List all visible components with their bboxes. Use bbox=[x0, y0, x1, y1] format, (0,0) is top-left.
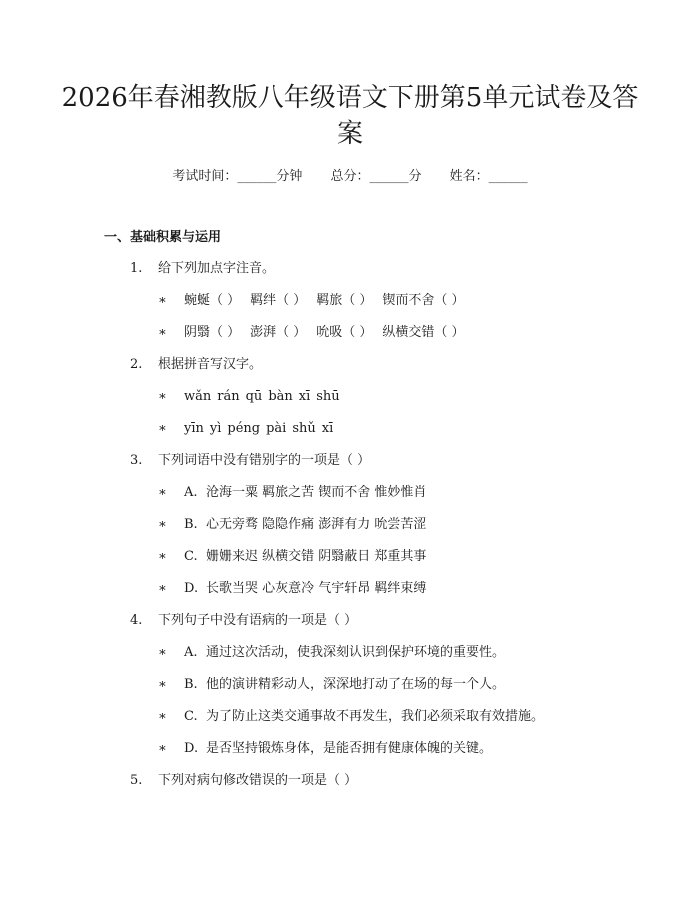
question-text: 下列词语中没有错别字的一项是（ ） bbox=[158, 453, 371, 468]
option-letter: C. bbox=[184, 709, 198, 724]
bullet-icon: ∗ bbox=[158, 645, 167, 660]
pinyin-syllable: bàn bbox=[268, 389, 293, 404]
list-item: 澎湃（ ） bbox=[250, 325, 307, 340]
pinyin-row-1 bbox=[158, 388, 346, 406]
exam-time-field: 考试时间：______分钟 bbox=[172, 169, 303, 184]
bullet-icon: ∗ bbox=[158, 293, 167, 308]
question-1-row-1 bbox=[158, 292, 475, 310]
option-d bbox=[158, 580, 426, 598]
question-3 bbox=[130, 452, 370, 470]
option-text: 他的演讲精彩动人，深深地打动了在场的每一个人。 bbox=[206, 677, 506, 692]
question-1-row-2 bbox=[158, 324, 475, 342]
total-score-field: 总分：______分 bbox=[330, 169, 422, 184]
option-letter: C. bbox=[184, 549, 198, 564]
exam-meta bbox=[0, 168, 700, 186]
pinyin-syllable: xī bbox=[298, 389, 311, 404]
bullet-icon: ∗ bbox=[158, 581, 167, 596]
question-text: 根据拼音写汉字。 bbox=[158, 357, 263, 372]
option-text: 为了防止这类交通事故不再发生，我们必须采取有效措施。 bbox=[206, 709, 545, 724]
option-text: 心无旁骛 隐隐作痛 澎湃有力 吮尝苦涩 bbox=[206, 517, 427, 532]
option-c bbox=[158, 548, 426, 566]
pinyin-syllable: shū bbox=[316, 389, 340, 404]
list-item: 羁旅（ ） bbox=[316, 293, 373, 308]
question-number: 1. bbox=[130, 261, 143, 276]
question-number: 4. bbox=[130, 613, 143, 628]
pinyin-syllable: pài bbox=[266, 421, 287, 436]
list-item: 阴翳（ ） bbox=[184, 325, 241, 340]
question-2 bbox=[130, 356, 262, 374]
option-a bbox=[158, 644, 505, 662]
question-text: 给下列加点字注音。 bbox=[158, 261, 276, 276]
section-title: 一、基础积累与运用 bbox=[104, 230, 222, 245]
option-text: 姗姗来迟 纵横交错 阴翳蔽日 郑重其事 bbox=[206, 549, 427, 564]
student-name-field: 姓名：______ bbox=[449, 169, 528, 184]
pinyin-syllable: yì bbox=[209, 421, 222, 436]
option-c bbox=[158, 708, 544, 726]
bullet-icon: ∗ bbox=[158, 677, 167, 692]
option-text: 是否坚持锻炼身体，是能否拥有健康体魄的关键。 bbox=[206, 741, 493, 756]
question-text: 下列句子中没有语病的一项是（ ） bbox=[158, 613, 358, 628]
bullet-icon: ∗ bbox=[158, 421, 167, 436]
question-number: 5. bbox=[130, 773, 143, 788]
option-letter: B. bbox=[184, 677, 198, 692]
bullet-icon: ∗ bbox=[158, 741, 167, 756]
option-b bbox=[158, 676, 505, 694]
question-number: 3. bbox=[130, 453, 143, 468]
question-4 bbox=[130, 612, 357, 630]
bullet-icon: ∗ bbox=[158, 485, 167, 500]
bullet-icon: ∗ bbox=[158, 709, 167, 724]
bullet-icon: ∗ bbox=[158, 549, 167, 564]
question-5 bbox=[130, 772, 357, 790]
option-text: 长歌当哭 心灰意冷 气宇轩昂 羁绊束缚 bbox=[206, 581, 427, 596]
bullet-icon: ∗ bbox=[158, 517, 167, 532]
bullet-icon: ∗ bbox=[158, 389, 167, 404]
question-1 bbox=[130, 260, 275, 278]
pinyin-syllable: péng bbox=[227, 421, 261, 436]
pinyin-syllable: yīn bbox=[184, 421, 204, 436]
list-item: 纵横交错（ ） bbox=[382, 325, 465, 340]
question-number: 2. bbox=[130, 357, 143, 372]
list-item: 吮吸（ ） bbox=[316, 325, 373, 340]
bullet-icon: ∗ bbox=[158, 325, 167, 340]
list-item: 蜿蜒（ ） bbox=[184, 293, 241, 308]
pinyin-syllable: shǔ bbox=[292, 421, 316, 436]
option-letter: A. bbox=[184, 485, 198, 500]
option-letter: D. bbox=[184, 581, 199, 596]
list-item: 羁绊（ ） bbox=[250, 293, 307, 308]
option-letter: B. bbox=[184, 517, 198, 532]
pinyin-row-2 bbox=[158, 420, 339, 438]
option-text: 沧海一粟 羁旅之苦 锲而不舍 惟妙惟肖 bbox=[206, 485, 427, 500]
pinyin-syllable: wǎn bbox=[184, 389, 212, 404]
option-letter: A. bbox=[184, 645, 198, 660]
option-b bbox=[158, 516, 426, 534]
list-item: 锲而不舍（ ） bbox=[382, 293, 465, 308]
question-text: 下列对病句修改错误的一项是（ ） bbox=[158, 773, 358, 788]
option-text: 通过这次活动，使我深刻认识到保护环境的重要性。 bbox=[206, 645, 506, 660]
pinyin-syllable: qū bbox=[245, 389, 263, 404]
pinyin-syllable: rán bbox=[217, 389, 240, 404]
option-letter: D. bbox=[184, 741, 199, 756]
pinyin-syllable: xī bbox=[321, 421, 334, 436]
option-d bbox=[158, 740, 492, 758]
page-title: 2026年春湘教版八年级语文下册第5单元试卷及答案 bbox=[61, 83, 639, 149]
option-a bbox=[158, 484, 426, 502]
